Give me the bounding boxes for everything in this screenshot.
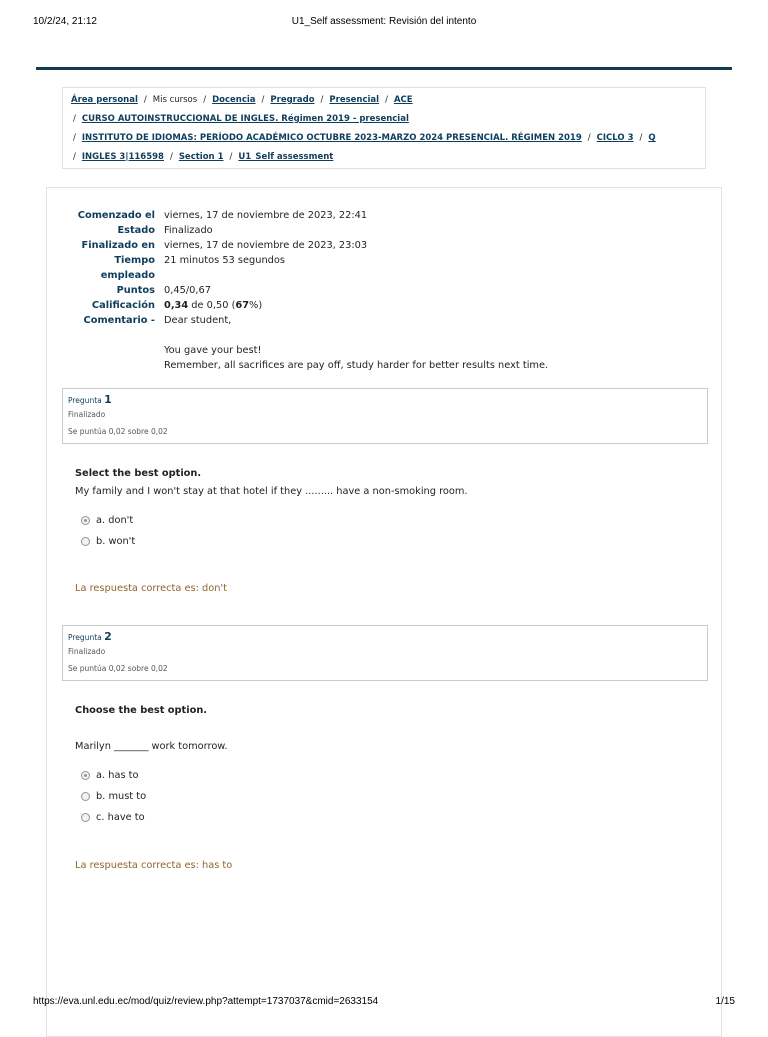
finished-value: viernes, 17 de noviembre de 2023, 23:03 [164,240,368,251]
radio-icon[interactable] [81,771,90,780]
breadcrumb-ciclo[interactable]: CICLO 3 [596,133,634,143]
breadcrumb-section[interactable]: Section 1 [178,152,224,162]
points-value: 0,45/0,67 [164,285,211,296]
question-1-number: Pregunta 1 [68,393,112,406]
time-label: Tiempo empleado [100,255,155,281]
grade-label: Calificación [91,300,155,311]
comment-value: Dear student, You gave your best! Remember, all sacrifices are pay off, study harder for better results next time. [164,315,549,371]
breadcrumb-ace[interactable]: ACE [393,95,413,105]
breadcrumb-line-2: / CURSO AUTOINSTRUCCIONAL DE INGLES. Régimen 2019 - presencial [73,114,409,124]
breadcrumb-course[interactable]: CURSO AUTOINSTRUCCIONAL DE INGLES. Régimen 2019 - presencial [81,114,409,124]
time-value: 21 minutos 53 segundos [164,255,285,266]
state-value: Finalizado [164,225,213,236]
grade-value: 0,34 de 0,50 (67%) [164,300,263,311]
points-label: Puntos [116,285,155,296]
state-label: Estado [117,225,155,236]
breadcrumb-line-1: Área personal / Mis cursos / Docencia / Pregrado / Presencial / ACE [71,95,413,105]
started-value: viernes, 17 de noviembre de 2023, 22:41 [164,210,368,221]
print-page-number: 1/15 [715,996,735,1007]
breadcrumb-pregrado[interactable]: Pregrado [270,95,315,105]
print-title: U1_Self assessment: Revisión del intento [291,16,477,27]
started-label: Comenzado el [77,210,155,221]
breadcrumb-area-personal[interactable]: Área personal [71,95,138,105]
breadcrumb [62,87,706,169]
question-2-grade: Se puntúa 0,02 sobre 0,02 [68,664,168,673]
quiz-review-card: Comenzado el viernes, 17 de noviembre de 2023, 22:41 Estado Finalizado Finalizado en viernes, 17 de noviembre de 2023, 23:03 Tiempo empleado 21 minutos 53 segundos Puntos 0,45/0,67 Calificación 0,34 de 0,50 (67%) Comentario - Dear student, You gave your best! Remember, all sacrifices are pay off, study harder for better results next time. Pregunta 1 Finalizado Se puntúa 0,02 sobre 0,02 Select the best option. My family and I won't stay at that hotel if they ......... have a non-smoking room. a. don't b. won't La respuesta correcta es: don't Pregunta 2 Finalizado Se puntúa 0,02 sobre 0,02 Choose the best option. Marilyn _______ work tomorrow. a. has to b. must to c. have to La respuesta correcta es: has to [46,187,722,1037]
comment-label: Comentario - [83,315,155,326]
question-2-info [62,625,708,681]
radio-icon[interactable] [81,516,90,525]
question-1-prompt: My family and I won't stay at that hotel if they ......... have a non-smoking room. [75,486,468,497]
print-url: https://eva.unl.edu.ec/mod/quiz/review.php?attempt=1737037&cmid=2633154 [33,996,379,1007]
radio-icon[interactable] [81,813,90,822]
breadcrumb-presencial[interactable]: Presencial [329,95,380,105]
print-datetime: 10/2/24, 21:12 [33,16,97,27]
breadcrumb-line-3: / INSTITUTO DE IDIOMAS: PERÍODO ACADÉMICO OCTUBRE 2023-MARZO 2024 PRESENCIAL. RÉGIMEN 2019 / CICLO 3 / Q [73,133,656,143]
breadcrumb-q[interactable]: Q [648,133,656,143]
breadcrumb-mis-cursos: Mis cursos [152,95,198,105]
breadcrumb-line-4: / INGLES 3|116598 / Section 1 / U1_Self assessment [73,152,334,162]
navbar-bar [36,67,732,70]
question-2-prompt: Marilyn _______ work tomorrow. [75,741,228,752]
question-1-grade: Se puntúa 0,02 sobre 0,02 [68,427,168,436]
breadcrumb-quiz[interactable]: U1_Self assessment [238,152,334,162]
question-2-number: Pregunta 2 [68,630,112,643]
question-2-instruction: Choose the best option. [75,705,208,716]
question-1-state: Finalizado [68,410,106,419]
breadcrumb-docencia[interactable]: Docencia [212,95,256,105]
question-1-info [62,388,708,444]
breadcrumb-ingles[interactable]: INGLES 3|116598 [81,152,164,162]
question-1-instruction: Select the best option. [75,468,202,479]
radio-icon[interactable] [81,792,90,801]
question-2-state: Finalizado [68,647,106,656]
breadcrumb-instituto[interactable]: INSTITUTO DE IDIOMAS: PERÍODO ACADÉMICO OCTUBRE 2023-MARZO 2024 PRESENCIAL. RÉGIMEN 2019 [81,133,582,143]
question-2-correct-answer: La respuesta correcta es: has to [75,860,233,871]
question-1-correct-answer: La respuesta correcta es: don't [75,583,227,594]
finished-label: Finalizado en [81,240,155,251]
radio-icon[interactable] [81,537,90,546]
